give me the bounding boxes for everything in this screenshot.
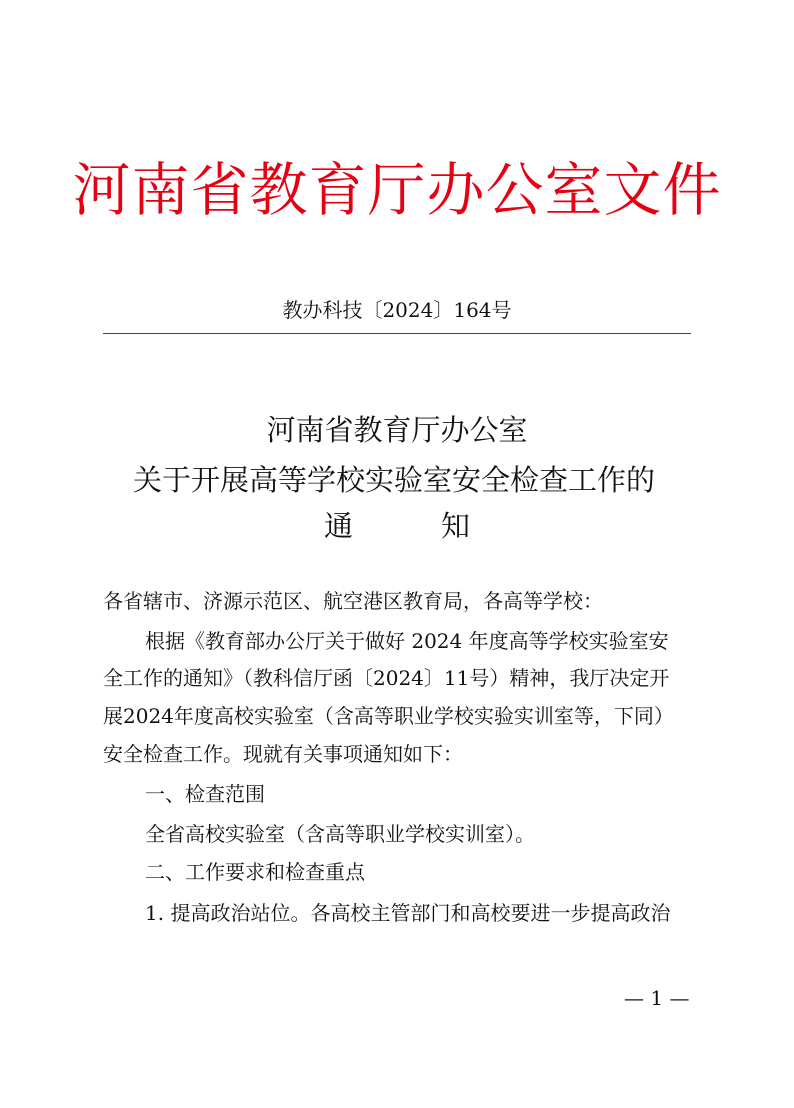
notice-title-char-tong: 通 <box>323 509 353 543</box>
header-divider-rule <box>103 333 691 334</box>
section-heading-scope: 一、检查范围 <box>145 782 265 806</box>
body-paragraph-line: 全工作的通知》（教科信厅函〔2024〕11号）精神，我厅决定开 <box>103 666 670 690</box>
body-paragraph-line: 1. 提高政治站位。各高校主管部门和高校要进一步提高政治 <box>145 901 671 925</box>
body-paragraph-line: 根据《教育部办公厅关于做好 2024 年度高等学校实验室安 <box>145 629 669 653</box>
body-paragraph-line: 展2024年度高校实验室（含高等职业学校实验实训室等，下同） <box>103 704 674 728</box>
notice-title-char-zhi: 知 <box>441 509 471 543</box>
notice-title-line-1: 河南省教育厅办公室 <box>266 413 528 447</box>
body-paragraph-line: 安全检查工作。现就有关事项通知如下： <box>103 742 463 766</box>
body-paragraph-line: 全省高校实验室（含高等职业学校实训室）。 <box>145 822 535 846</box>
salutation: 各省辖市、济源示范区、航空港区教育局，各高等学校： <box>103 589 603 613</box>
section-heading-requirements: 二、工作要求和检查重点 <box>145 860 365 884</box>
document-number: 教办科技〔2024〕164号 <box>282 298 512 322</box>
notice-title-line-3 <box>0 506 794 546</box>
document-header-title: 河南省教育厅办公室文件 <box>72 156 722 224</box>
notice-title-line-2: 关于开展高等学校实验室安全检查工作的 <box>132 463 655 497</box>
page-number: — 1 — <box>624 986 690 1010</box>
